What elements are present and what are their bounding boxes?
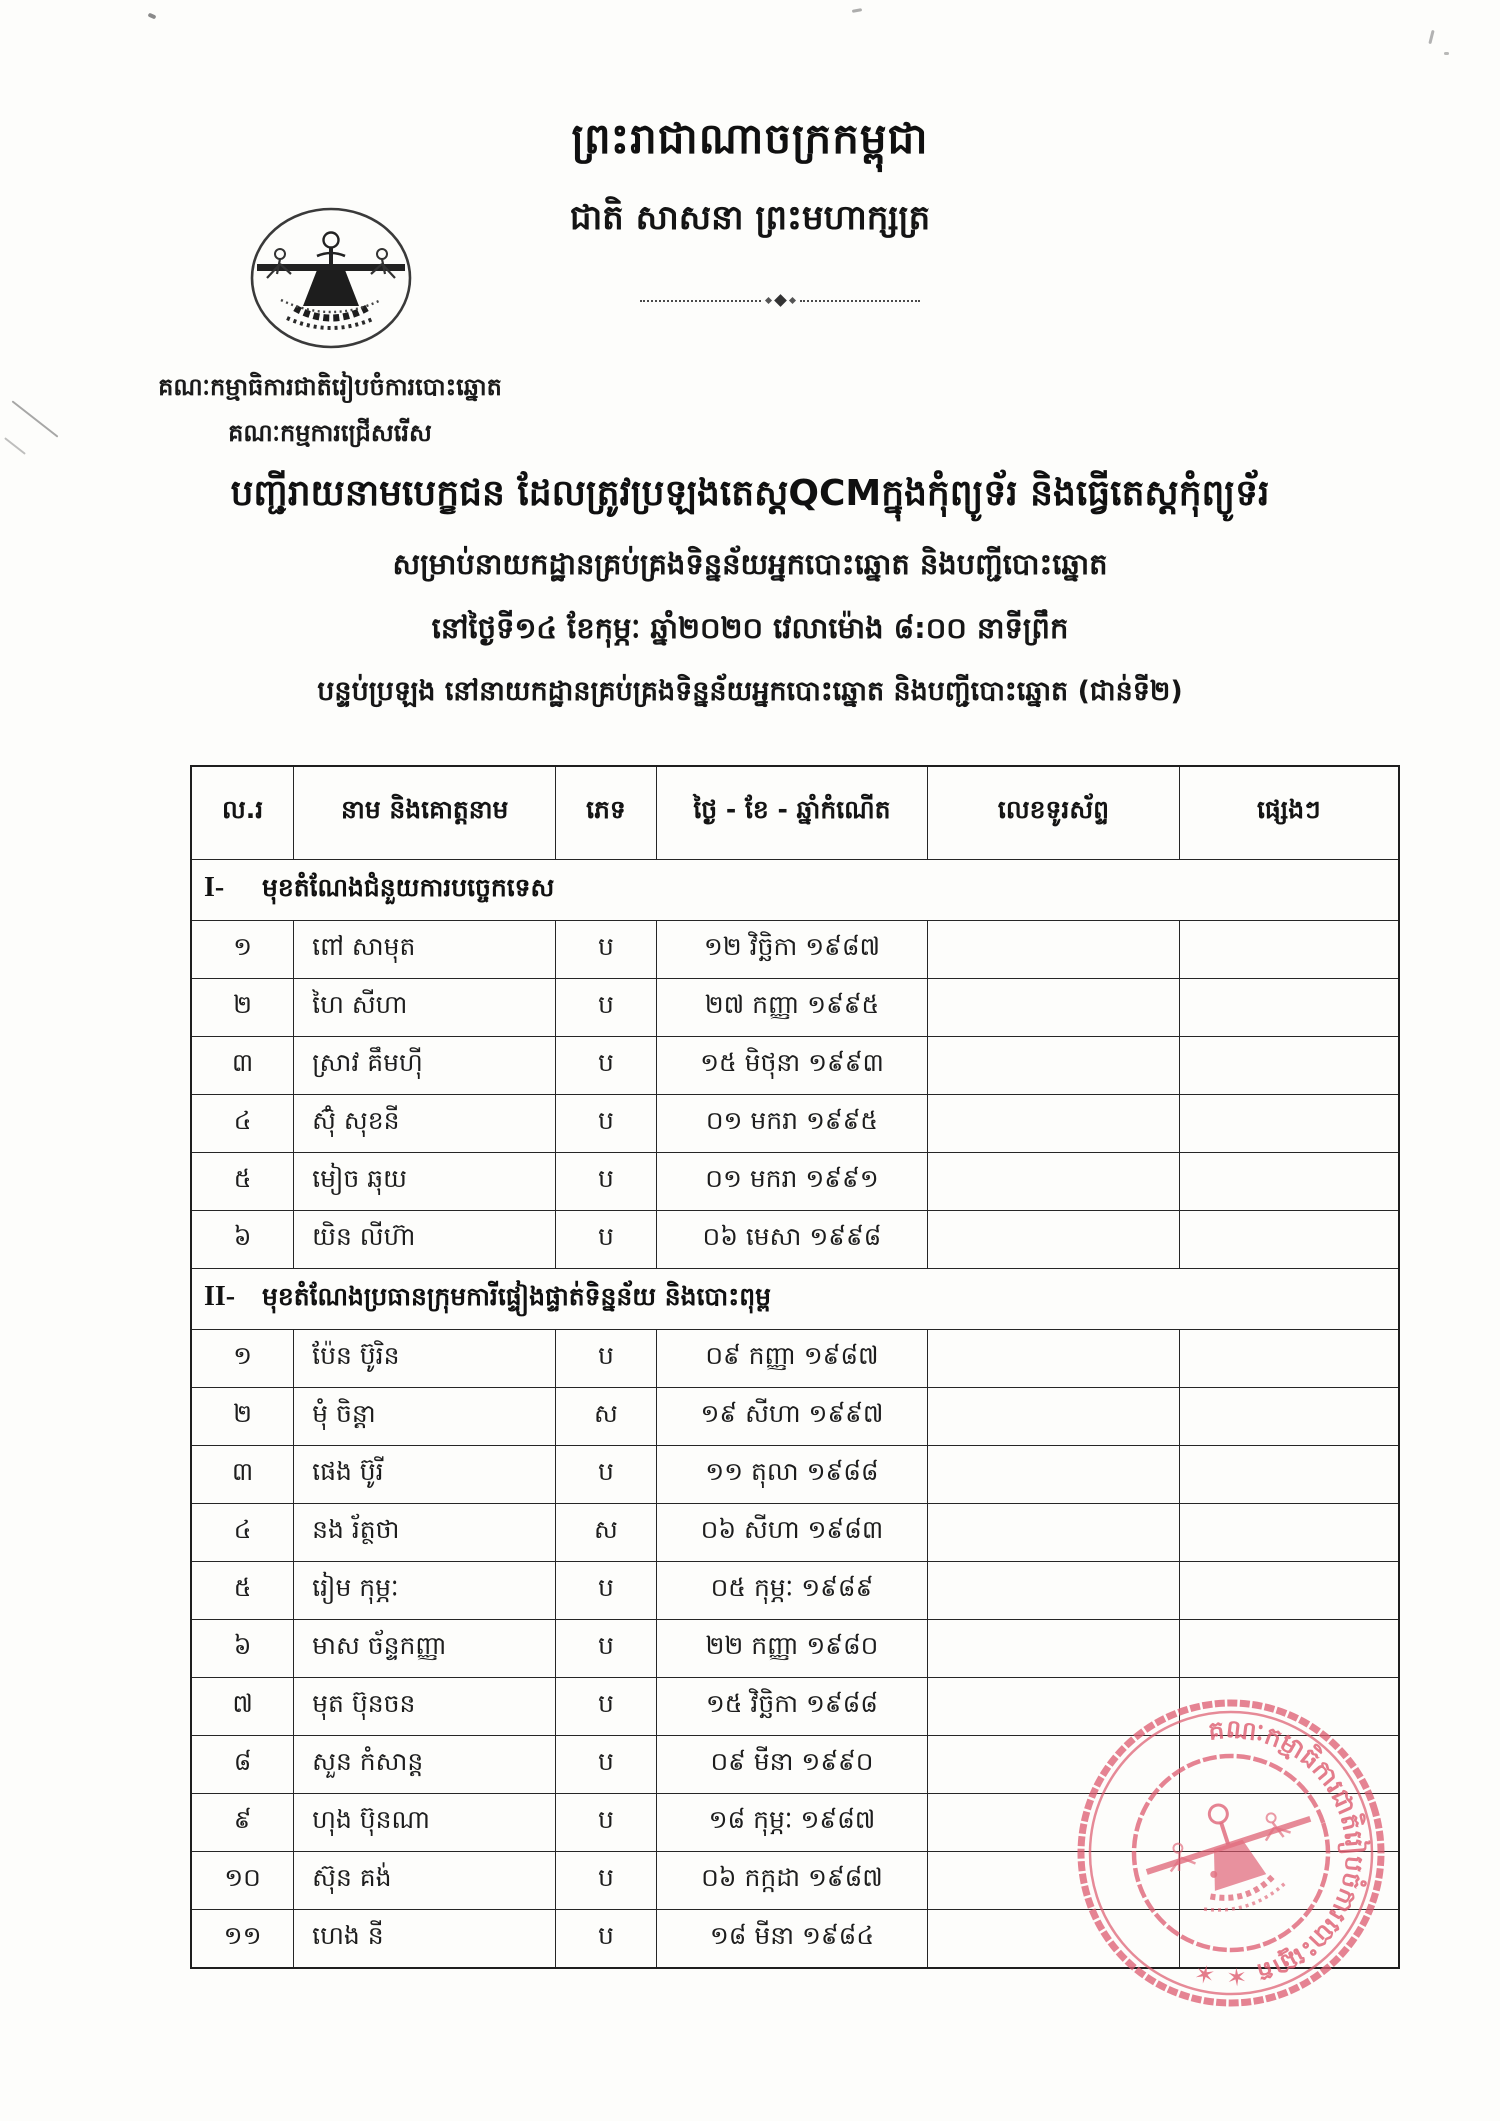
cell-phone	[928, 921, 1179, 979]
cell-phone	[928, 1678, 1179, 1736]
cell-gender: ប	[556, 1095, 656, 1153]
col-header-gender: ភេទ	[556, 766, 656, 860]
cell-other	[1179, 979, 1399, 1037]
cell-dob: ០៥ កុម្ភៈ ១៩៨៩	[656, 1562, 928, 1620]
cell-other	[1179, 1794, 1399, 1852]
cell-name: ហុង ប៊ុនណា	[294, 1794, 556, 1852]
cell-phone	[928, 1446, 1179, 1504]
doc-title-line4: បន្ទប់ប្រឡង នៅនាយកដ្ឋានគ្រប់គ្រងទិន្នន័យអ្នកបោះឆ្នោត និងបញ្ជីបោះឆ្នោត (ជាន់ទី២)	[317, 676, 1183, 707]
cell-dob: ១៨ កុម្ភៈ ១៩៨៧	[656, 1794, 928, 1852]
cell-other	[1179, 1153, 1399, 1211]
cell-dob: ២២ កញ្ញា ១៩៨០	[656, 1620, 928, 1678]
cell-no: ១	[191, 1330, 294, 1388]
cell-no: ៤	[191, 1095, 294, 1153]
org-subcommittee-name: គណៈកម្មការជ្រើសរើស	[228, 419, 432, 447]
table-section-header-row	[191, 1269, 1399, 1330]
cell-name: ស៊ុំ សុខនី	[294, 1095, 556, 1153]
cell-name: មៀច ឆុយ	[294, 1153, 556, 1211]
cell-name: ហេង នី	[294, 1910, 556, 1969]
table-row	[191, 1736, 1399, 1794]
cell-no: ១១	[191, 1910, 294, 1969]
cell-no: ៨	[191, 1736, 294, 1794]
cell-gender: ប	[556, 1211, 656, 1269]
cell-gender: ប	[556, 921, 656, 979]
col-header-number: ល.រ	[191, 766, 294, 860]
cell-phone	[928, 1736, 1179, 1794]
cell-phone	[928, 1388, 1179, 1446]
cell-other	[1179, 1562, 1399, 1620]
cell-phone	[928, 1852, 1179, 1910]
col-header-phone: លេខទូរស័ព្ទ	[928, 766, 1179, 860]
cell-name: ប៉ែន ប៊ូរិន	[294, 1330, 556, 1388]
cell-phone	[928, 1095, 1179, 1153]
cell-phone	[928, 1620, 1179, 1678]
cell-gender: ប	[556, 1620, 656, 1678]
cell-phone	[928, 1504, 1179, 1562]
cell-phone	[928, 1153, 1179, 1211]
cell-no: ៣	[191, 1446, 294, 1504]
table-header-row	[191, 766, 1399, 860]
cell-dob: ០៦ មេសា ១៩៩៨	[656, 1211, 928, 1269]
national-motto: ជាតិ សាសនា ព្រះមហាក្សត្រ	[569, 198, 931, 238]
cell-dob: ២៧ កញ្ញា ១៩៩៥	[656, 979, 928, 1037]
cell-dob: ១៩ សីហា ១៩៩៧	[656, 1388, 928, 1446]
scan-artifact	[1444, 52, 1449, 55]
cell-no: ៧	[191, 1678, 294, 1736]
doc-title-line1: បញ្ជីរាយនាមបេក្ខជន ដែលត្រូវប្រឡងតេស្តQCMក្នុងកុំព្យូទ័រ និងធ្វើតេស្តកុំព្យូទ័រ	[230, 473, 1270, 514]
cell-no: ២	[191, 1388, 294, 1446]
col-header-name: នាម និងគោត្តនាម	[294, 766, 556, 860]
cell-gender: ប	[556, 1794, 656, 1852]
col-header-other: ផ្សេងៗ	[1179, 766, 1399, 860]
cell-dob: ១៥ វិច្ឆិកា ១៩៨៨	[656, 1678, 928, 1736]
cell-phone	[928, 1562, 1179, 1620]
cell-no: ៣	[191, 1037, 294, 1095]
cell-other	[1179, 1504, 1399, 1562]
candidate-table-body	[191, 860, 1399, 1969]
cell-other	[1179, 1388, 1399, 1446]
cell-dob: ១៨ មីនា ១៩៨៤	[656, 1910, 928, 1969]
cell-no: ៦	[191, 1211, 294, 1269]
cell-name: ផេង ប៊ូរី	[294, 1446, 556, 1504]
table-row	[191, 979, 1399, 1037]
table-row	[191, 921, 1399, 979]
cell-gender: ប	[556, 979, 656, 1037]
cell-other	[1179, 1620, 1399, 1678]
cell-no: ៩	[191, 1794, 294, 1852]
cell-name: ហៃ សីហា	[294, 979, 556, 1037]
cell-name: សួន កំសាន្ត	[294, 1736, 556, 1794]
cell-gender: ស	[556, 1504, 656, 1562]
table-row	[191, 1095, 1399, 1153]
cell-other	[1179, 1211, 1399, 1269]
scan-artifact	[852, 8, 862, 13]
section-label: II-	[204, 1280, 236, 1312]
cell-name: យិន លីហ៊ា	[294, 1211, 556, 1269]
cell-phone	[928, 1211, 1179, 1269]
cell-other	[1179, 1736, 1399, 1794]
cell-name: មុត ប៊ុនចន	[294, 1678, 556, 1736]
scan-artifact	[1428, 30, 1434, 44]
doc-title-line2: សម្រាប់នាយកដ្ឋានគ្រប់គ្រងទិន្នន័យអ្នកបោះឆ្នោត និងបញ្ជីបោះឆ្នោត	[392, 547, 1108, 581]
cell-name: រៀម កុម្ភៈ	[294, 1562, 556, 1620]
table-row	[191, 1678, 1399, 1736]
table-row	[191, 1037, 1399, 1095]
cell-dob: ០១ មករា ១៩៩១	[656, 1153, 928, 1211]
cell-gender: ប	[556, 1153, 656, 1211]
section-title: មុខតំណែងប្រធានក្រុមការីផ្ទៀងផ្ទាត់ទិន្នន័យ និងបោះពុម្ព	[262, 1281, 771, 1311]
cell-gender: ប	[556, 1736, 656, 1794]
cell-gender: ប	[556, 1037, 656, 1095]
table-row	[191, 1330, 1399, 1388]
cell-no: ៥	[191, 1153, 294, 1211]
cell-gender: ប	[556, 1330, 656, 1388]
cell-no: ៦	[191, 1620, 294, 1678]
table-section-header-row	[191, 860, 1399, 921]
scan-artifact	[4, 437, 26, 455]
cell-other	[1179, 1446, 1399, 1504]
cell-phone	[928, 979, 1179, 1037]
document-title-block	[0, 470, 1500, 714]
cell-other	[1179, 1678, 1399, 1736]
cell-phone	[928, 1037, 1179, 1095]
cell-dob: ០៩ កញ្ញា ១៩៨៧	[656, 1330, 928, 1388]
table-row	[191, 1446, 1399, 1504]
scan-artifact	[12, 400, 59, 437]
table-row	[191, 1562, 1399, 1620]
cell-other	[1179, 1852, 1399, 1910]
cell-dob: ០៩ មីនា ១៩៩០	[656, 1736, 928, 1794]
cell-no: ២	[191, 979, 294, 1037]
doc-title-line3: នៅថ្ងៃទី១៤ ខែកុម្ភៈ ឆ្នាំ២០២០ វេលាម៉ោង ៨:០០ នាទីព្រឹក	[431, 611, 1069, 645]
cell-gender: ប	[556, 1446, 656, 1504]
cell-phone	[928, 1910, 1179, 1969]
cell-other	[1179, 1330, 1399, 1388]
cell-no: ១	[191, 921, 294, 979]
cell-dob: ០១ មករា ១៩៩៥	[656, 1095, 928, 1153]
table-row	[191, 1388, 1399, 1446]
cell-other	[1179, 1037, 1399, 1095]
cell-name: នង រ័ត្ថថា	[294, 1504, 556, 1562]
kingdom-title: ព្រះរាជាណាចក្រកម្ពុជា	[571, 114, 929, 163]
cell-name: ពៅ សាមុត	[294, 921, 556, 979]
table-row	[191, 1852, 1399, 1910]
table-row	[191, 1504, 1399, 1562]
table-row	[191, 1620, 1399, 1678]
nec-emblem-icon	[247, 204, 415, 356]
cell-name: ស៊ុន គង់	[294, 1852, 556, 1910]
cell-no: ១០	[191, 1852, 294, 1910]
scan-artifact	[148, 13, 157, 20]
cell-name: មុំ ចិន្តា	[294, 1388, 556, 1446]
cell-name: ស្រាវ គឹមហុី	[294, 1037, 556, 1095]
section-title: មុខតំណែងជំនួយការបច្ចេកទេស	[262, 872, 555, 902]
org-name: គណៈកម្មាធិការជាតិរៀបចំការបោះឆ្នោត	[158, 373, 502, 401]
cell-phone	[928, 1330, 1179, 1388]
ornamental-divider-icon	[640, 296, 920, 305]
cell-no: ៤	[191, 1504, 294, 1562]
cell-other	[1179, 1910, 1399, 1969]
candidate-table	[190, 765, 1400, 1969]
cell-other	[1179, 1095, 1399, 1153]
stamp-ring-text: គណៈកម្មាធិការជាតិរៀបចំការបោះឆ្នោត ✶ ✶	[1191, 1713, 1370, 1992]
col-header-dob: ថ្ងៃ - ខែ - ឆ្នាំកំណើត	[656, 766, 928, 860]
cell-gender: ប	[556, 1678, 656, 1736]
cell-dob: ០៦ កក្កដា ១៩៨៧	[656, 1852, 928, 1910]
cell-name: មាស ច័ន្ទកញ្ញា	[294, 1620, 556, 1678]
cell-dob: ១៥ មិថុនា ១៩៩៣	[656, 1037, 928, 1095]
table-row	[191, 1153, 1399, 1211]
table-row	[191, 1910, 1399, 1969]
cell-phone	[928, 1794, 1179, 1852]
cell-gender: ប	[556, 1562, 656, 1620]
cell-gender: ប	[556, 1910, 656, 1969]
cell-dob: ១១ តុលា ១៩៨៨	[656, 1446, 928, 1504]
table-row	[191, 1211, 1399, 1269]
cell-gender: ប	[556, 1852, 656, 1910]
cell-other	[1179, 921, 1399, 979]
cell-no: ៥	[191, 1562, 294, 1620]
cell-dob: ១២ វិច្ឆិកា ១៩៨៧	[656, 921, 928, 979]
cell-dob: ០៦ សីហា ១៩៨៣	[656, 1504, 928, 1562]
table-row	[191, 1794, 1399, 1852]
cell-gender: ស	[556, 1388, 656, 1446]
section-label: I-	[204, 871, 225, 903]
